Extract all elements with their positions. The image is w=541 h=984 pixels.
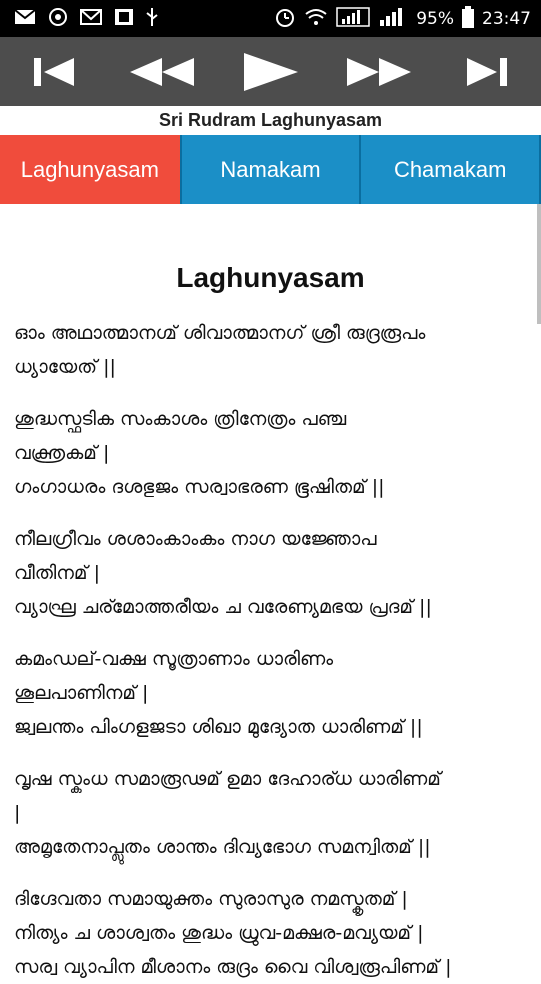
scrollbar[interactable]: [537, 204, 541, 324]
verse-line: കമംഡല്-വക്ഷ സൂത്രാണാം ധാരിണം: [14, 648, 334, 670]
skip-previous-button[interactable]: [9, 42, 99, 102]
whatsapp-icon: [48, 7, 68, 31]
app-title-bar: [0, 106, 541, 135]
office-icon: [114, 8, 134, 30]
verse-line: നീലഗ്രീവം ശശാംകാംകം നാഗ യജ്ഞോപ: [14, 528, 377, 550]
verse-line: അമൃതേനാപ്ലുതം ശാന്തം ദിവ്യഭോഗ സമന്വിതമ് ||: [14, 836, 431, 858]
content-heading: Laghunyasam: [176, 262, 365, 293]
signal-icon-2: [378, 7, 408, 31]
signal-icon: [336, 7, 370, 31]
verse: [14, 316, 527, 384]
verse-line: വ്യാഘ്ര ചര്മോത്തരീയം ച വരേണ്യമഭയ പ്രദമ് ||: [14, 596, 432, 618]
battery-percent: 95%: [416, 8, 454, 29]
verse-line: ധ്യായേത് ||: [14, 356, 116, 378]
tab-namakam[interactable]: [180, 135, 360, 204]
mail-icon: [14, 9, 36, 29]
verse-list: [0, 316, 541, 984]
usb-icon: [146, 7, 158, 31]
verse-line: നിത്യം ച ശാശ്വതം ശുദ്ധം ധ്രുവ-മക്ഷര-മവ്യയമ് |: [14, 922, 424, 944]
clock-time: 23:47: [482, 8, 531, 29]
tab-label: Laghunyasam: [20, 156, 159, 182]
app-title: Sri Rudram Laghunyasam: [158, 110, 383, 130]
verse: [14, 402, 527, 504]
verse: [14, 642, 527, 744]
verse-line: ശൂലപാണിനമ് |: [14, 682, 149, 704]
verse-line: |: [14, 802, 21, 824]
skip-previous-icon: [28, 52, 80, 92]
play-icon: [238, 50, 302, 94]
skip-next-icon: [461, 52, 513, 92]
verse: [14, 882, 527, 984]
rewind-button[interactable]: [117, 42, 207, 102]
verse-line: ദിഗ്ദേവതാ സമായുക്തം സുരാസുര നമസ്കൃതമ് |: [14, 888, 408, 910]
status-bar: [0, 0, 541, 37]
tab-laghunyasam[interactable]: [0, 135, 180, 204]
skip-next-button[interactable]: [442, 42, 532, 102]
verse-line: ജ്വലന്തം പിംഗളജടാ ശിഖാ മുദ്യോത ധാരിണമ് ||: [14, 716, 423, 738]
verse-line: വക്ത്രകമ് |: [14, 442, 110, 464]
tab-bar: [0, 135, 541, 204]
verse: [14, 762, 527, 864]
alarm-icon: [274, 6, 296, 32]
fast-forward-button[interactable]: [334, 42, 424, 102]
tab-label: Namakam: [220, 156, 321, 182]
verse-line: ഗംഗാധരം ദശഭുജം സര്വാഭരണ ഭൂഷിതമ് ||: [14, 476, 385, 498]
fast-forward-icon: [339, 52, 419, 92]
verse: [14, 522, 527, 624]
rewind-icon: [122, 52, 202, 92]
tab-chamakam[interactable]: [359, 135, 539, 204]
play-button[interactable]: [225, 42, 315, 102]
verse-line: സര്വ വ്യാപിന മീശാനം രുദ്രം വൈ വിശ്വരൂപിണമ് |: [14, 956, 452, 978]
battery-icon: [462, 6, 474, 32]
verse-line: ശുദ്ധസ്ഫടിക സംകാശം ത്രിനേത്രം പഞ്ച: [14, 408, 347, 430]
verse-line: ഓം അഥാത്മാനഗ്മ് ശിവാത്മാനഗ് ശ്രീ രുദ്രരൂപം: [14, 322, 426, 344]
content-scroll-area[interactable]: [0, 204, 541, 978]
verse-line: വീതിനമ് |: [14, 562, 101, 584]
media-controls: [0, 37, 541, 106]
tab-label: Chamakam: [393, 156, 507, 182]
wifi-icon: [304, 8, 328, 30]
verse-line: വൃഷ സ്കംധ സമാരൂഢമ് ഉമാ ദേഹാര്ധ ധാരിണമ്: [14, 768, 441, 790]
gmail-icon: [80, 9, 102, 29]
